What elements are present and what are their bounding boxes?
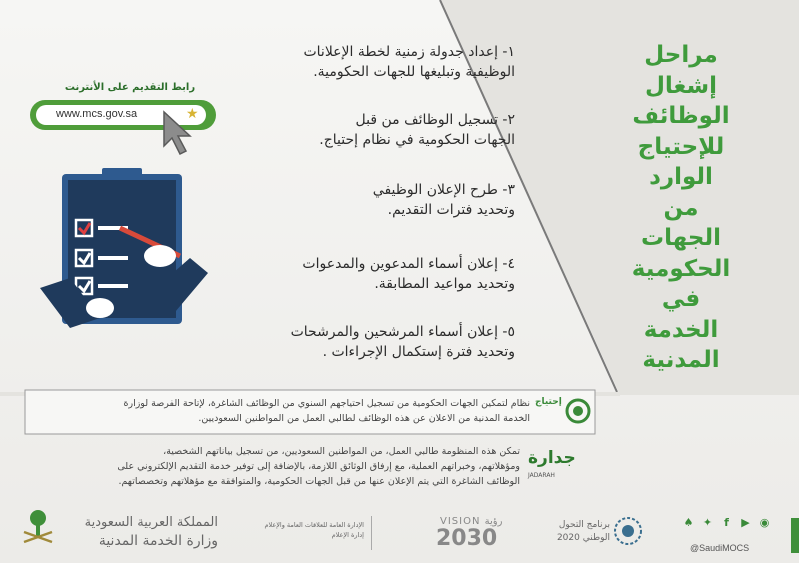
jadarah-line: الوظائف الشاغرة التي يتم الإعلان عنها من قبل الجهات الحكومية، والمتوافقة مع مؤهلاتهم وتخصصاتهم. — [118, 476, 520, 487]
social-handle[interactable]: @SaudiMOCS — [690, 543, 750, 553]
snapchat-icon[interactable]: ♠ — [683, 516, 694, 529]
instagram-icon[interactable]: ◉ — [759, 516, 770, 529]
step-2 — [195, 110, 515, 150]
step-line: ٥- إعلان أسماء المرشحين والمرشحات — [290, 324, 515, 340]
url-text[interactable]: www.mcs.gov.sa — [56, 108, 138, 120]
step-line: ١- إعداد جدولة زمنية لخطة الإعلانات — [303, 44, 515, 60]
ehtiyaj-description — [30, 396, 530, 426]
footer-divider — [371, 516, 372, 550]
step-5 — [195, 322, 515, 362]
palm-swords-emblem — [18, 506, 58, 546]
dept-line: إدارة الإعلام — [331, 531, 364, 539]
twitter-icon[interactable]: ✦ — [702, 516, 713, 529]
step-3 — [195, 180, 515, 220]
ministry-country: المملكة العربية السعودية — [84, 515, 218, 530]
title-line: من — [663, 194, 699, 221]
ehtiyaj-line: الخدمة المدنية من الاعلان عن هذه الوظائف لطالبي العمل من المواطنين السعوديين. — [198, 413, 530, 424]
step-1 — [195, 42, 515, 82]
green-strip — [791, 518, 799, 553]
step-line: وتحديد فترة إستكمال الإجراءات . — [322, 344, 515, 360]
social-icons — [682, 516, 771, 529]
title-line: المدنية — [642, 347, 720, 373]
ministry-name: وزارة الخدمة المدنية — [98, 533, 218, 549]
title-line: الوارد — [649, 164, 713, 190]
page-title — [601, 40, 761, 376]
youtube-icon[interactable]: ▶ — [741, 516, 750, 529]
title-line: للإحتياج — [637, 133, 725, 160]
title-line: الحكومية — [631, 255, 731, 282]
step-line: الجهات الحكومية في نظام إحتياج. — [319, 132, 515, 148]
title-line: الخدمة — [643, 316, 719, 343]
step-line: وتحديد مواعيد المطابقة. — [374, 276, 515, 292]
step-line: ٤- إعلان أسماء المدعوين والمدعوات — [302, 256, 515, 272]
ehtiyaj-logo-text: إحتياج — [535, 397, 562, 407]
department-name — [232, 520, 364, 540]
jadarah-line: تمكن هذه المنظومة طالبي العمل، من المواطنين السعوديين، من تسجيل بياناتهم الشخصية، — [163, 446, 520, 457]
title-line: الوظائف — [632, 103, 730, 129]
ehtiyaj-icon — [564, 397, 592, 425]
step-line: ٢- تسجيل الوظائف من قبل — [355, 112, 515, 128]
jadarah-logo-en: JADARAH — [528, 472, 555, 479]
vision-label: VISION رؤية — [440, 516, 503, 527]
ntp-line2: الوطني 2020 — [556, 533, 610, 543]
step-4 — [195, 254, 515, 294]
ntp-emblem — [612, 515, 644, 547]
ntp-line1: برنامج التحول — [558, 520, 610, 530]
step-line: وتحديد فترات التقديم. — [387, 202, 515, 218]
step-line: ٣- طرح الإعلان الوظيفي — [372, 182, 515, 198]
facebook-icon[interactable]: f — [724, 516, 729, 529]
cursor-icon — [158, 110, 198, 160]
clipboard-illustration — [40, 168, 210, 353]
title-line: مراحل — [644, 42, 718, 68]
jadarah-logo-text: جدارة — [528, 448, 576, 468]
step-line: الوظيفية وتبليغها للجهات الحكومية. — [313, 64, 515, 80]
jadarah-line: ومؤهلاتهم، وخبراتهم العملية، مع إرفاق الوثائق اللازمة، بالإضافة إلى توفير خدمة التقديم الإلكتروني على — [117, 461, 520, 472]
ehtiyaj-logo — [535, 397, 562, 407]
title-line: إشغال — [644, 72, 718, 99]
dept-line: الإدارة العامة للعلاقات العامة والإعلام — [264, 521, 364, 529]
url-label: رابط التقديم على الأنترنت — [64, 82, 196, 93]
star-icon: ★ — [186, 106, 199, 122]
title-line: في — [661, 286, 701, 312]
ehtiyaj-line: نظام لتمكين الجهات الحكومية من تسجيل احتياجهم السنوي من الوظائف الشاغرة، لإتاحة الفرصة لوزارة — [123, 398, 530, 409]
title-line: الجهات — [640, 225, 722, 251]
vision-2030: 2030 — [436, 526, 498, 551]
jadarah-description — [30, 444, 520, 489]
